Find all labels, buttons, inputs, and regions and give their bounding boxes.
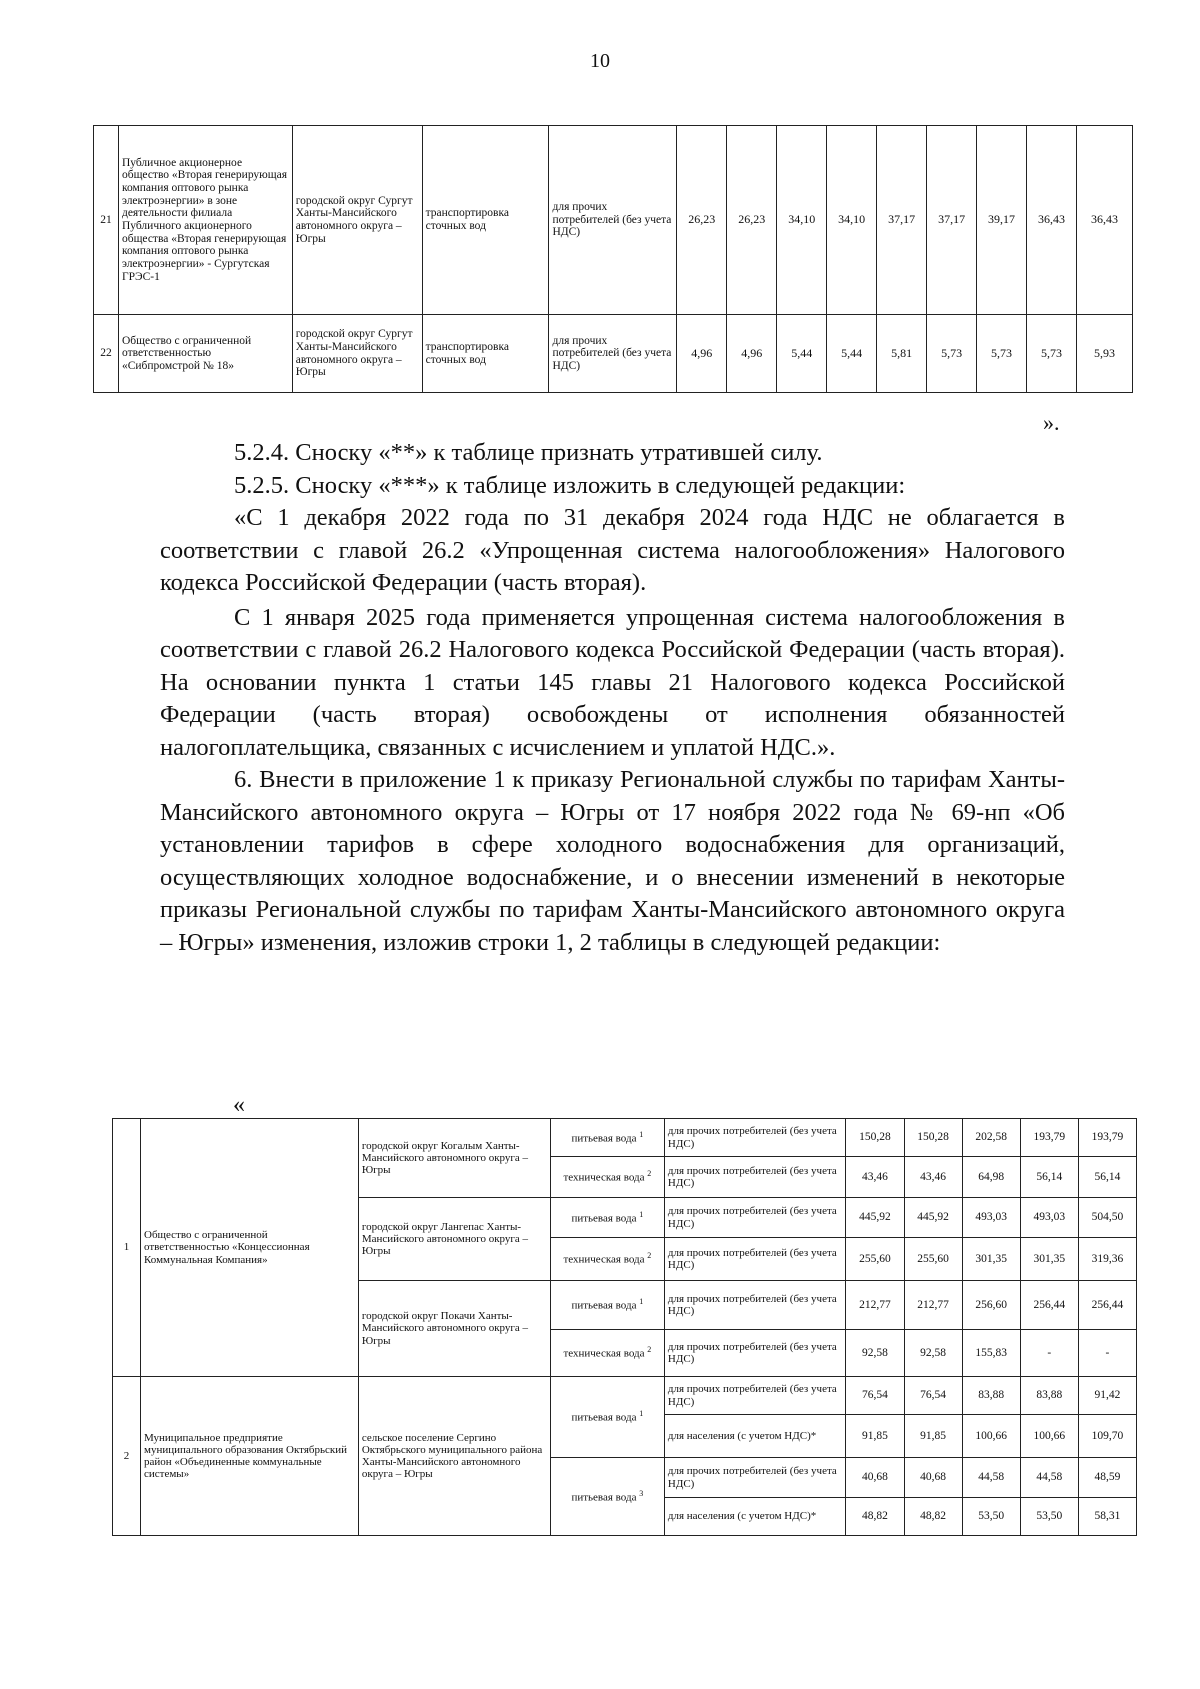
tariff-value: 91,85 <box>846 1415 904 1458</box>
tariff-value: 256,60 <box>962 1281 1020 1330</box>
tariff-value: 26,23 <box>677 126 727 315</box>
tariff-value: 100,66 <box>962 1415 1020 1458</box>
tariff-value: 36,43 <box>1076 126 1132 315</box>
tariff-value: 5,73 <box>1027 315 1077 393</box>
territory: городской округ Когалым Ханты-Мансийского автономного округа – Югры <box>358 1119 550 1198</box>
tariff-value: - <box>1078 1330 1136 1377</box>
tariff-value: 4,96 <box>677 315 727 393</box>
opening-quote: « <box>233 1092 245 1118</box>
table-row <box>113 1377 1137 1415</box>
tariff-value: 26,23 <box>727 126 777 315</box>
service-type: техническая вода $^2$ <box>550 1157 664 1198</box>
service-type: питьевая вода $^1$ <box>550 1119 664 1157</box>
consumer-group: для прочих потребителей (без учета НДС) <box>664 1281 846 1330</box>
tariff-value: 193,79 <box>1020 1119 1078 1157</box>
page-number: 10 <box>590 50 610 72</box>
service-type: транспортировка сточных вод <box>422 126 549 315</box>
tariff-value: 319,36 <box>1078 1238 1136 1281</box>
tariff-value: 44,58 <box>962 1458 1020 1498</box>
tariff-value: 56,14 <box>1020 1157 1078 1198</box>
row-number: 2 <box>113 1377 141 1536</box>
territory: городской округ Лангепас Ханты-Мансийского автономного округа – Югры <box>358 1198 550 1281</box>
water-tariff-table <box>112 1118 1137 1536</box>
tariff-value: 48,82 <box>846 1498 904 1536</box>
tariff-value: 301,35 <box>962 1238 1020 1281</box>
consumer-group: для прочих потребителей (без учета НДС) <box>664 1198 846 1238</box>
tariff-value: 48,59 <box>1078 1458 1136 1498</box>
paragraph: «С 1 декабря 2022 года по 31 декабря 2024 года НДС не облагается в соответствии с главой 26.2 «Упрощенная система налогообложения» Налогового кодекса Российской Федерации (часть вторая). <box>160 504 1065 596</box>
tariff-value: 493,03 <box>962 1198 1020 1238</box>
tariff-value: 255,60 <box>846 1238 904 1281</box>
tariff-value: - <box>1020 1330 1078 1377</box>
tariff-value: 44,58 <box>1020 1458 1078 1498</box>
tariff-value: 256,44 <box>1078 1281 1136 1330</box>
tariff-value: 202,58 <box>962 1119 1020 1157</box>
table-row <box>94 126 1133 315</box>
row-number: 1 <box>113 1119 141 1377</box>
tariff-value: 34,10 <box>777 126 827 315</box>
tariff-value: 37,17 <box>877 126 927 315</box>
tariff-value: 150,28 <box>904 1119 962 1157</box>
service-type: питьевая вода $^1$ <box>550 1281 664 1330</box>
consumer-group: для прочих потребителей (без учета НДС) <box>664 1157 846 1198</box>
tariff-value: 155,83 <box>962 1330 1020 1377</box>
tariff-value: 445,92 <box>846 1198 904 1238</box>
tariff-value: 40,68 <box>846 1458 904 1498</box>
tariff-value: 193,79 <box>1078 1119 1136 1157</box>
tariff-value: 504,50 <box>1078 1198 1136 1238</box>
paragraph: С 1 января 2025 года применяется упрощенная система налогообложения в соответствии с главой 26.2 Налогового кодекса Российской Федерации (часть вторая). На основании пункта 1 статьи 145 главы 21 Налогового кодекса Российской Федерации (часть вторая) освобождены от исполнения обязанностей налогоплательщика, связанных с исчислением и уплатой НДС.». <box>160 603 1065 761</box>
table-row <box>94 315 1133 393</box>
tariff-value: 76,54 <box>846 1377 904 1415</box>
tariff-value: 493,03 <box>1020 1198 1078 1238</box>
tariff-value: 5,44 <box>777 315 827 393</box>
organization-name: Общество с ограниченной ответственностью «Концессионная Коммунальная Компания» <box>141 1119 359 1377</box>
territory: городской округ Сургут Ханты-Мансийского автономного округа – Югры <box>292 315 422 393</box>
tariff-value: 212,77 <box>904 1281 962 1330</box>
tariff-value: 5,93 <box>1076 315 1132 393</box>
row-number: 22 <box>94 315 119 393</box>
tariff-value: 48,82 <box>904 1498 962 1536</box>
tariff-value: 40,68 <box>904 1458 962 1498</box>
tariff-value: 43,46 <box>846 1157 904 1198</box>
tariff-value: 36,43 <box>1027 126 1077 315</box>
service-type: питьевая вода $^3$ <box>550 1458 664 1536</box>
paragraph: 5.2.5. Сноску «***» к таблице изложить в следующей редакции: <box>234 471 906 499</box>
tariff-value: 91,42 <box>1078 1377 1136 1415</box>
tariff-value: 5,44 <box>827 315 877 393</box>
tariff-value: 53,50 <box>962 1498 1020 1536</box>
consumer-group: для прочих потребителей (без учета НДС) <box>549 126 677 315</box>
consumer-group: для прочих потребителей (без учета НДС) <box>549 315 677 393</box>
paragraph: 6. Внести в приложение 1 к приказу Региональной службы по тарифам Ханты-Мансийского автономного округа – Югры от 17 ноября 2022 года № 69-нп «Об установлении тарифов в сфере холодного водоснабжения для организаций, осуществляющих холодное водоснабжение, и о внесении изменений в некоторые приказы Региональной службы по тарифам Ханты-Мансийского автономного округа – Югры» изменения, изложив строки 1, 2 таблицы в следующей редакции: <box>160 766 1065 956</box>
tariff-table-continuation <box>93 125 1133 393</box>
service-type: техническая вода $^2$ <box>550 1238 664 1281</box>
tariff-value: 445,92 <box>904 1198 962 1238</box>
service-type: питьевая вода $^1$ <box>550 1377 664 1458</box>
tariff-value: 5,73 <box>927 315 977 393</box>
tariff-value: 53,50 <box>1020 1498 1078 1536</box>
territory: городской округ Сургут Ханты-Мансийского автономного округа – Югры <box>292 126 422 315</box>
tariff-value: 255,60 <box>904 1238 962 1281</box>
tariff-value: 212,77 <box>846 1281 904 1330</box>
closing-quote: ». <box>1043 410 1060 435</box>
tariff-value: 109,70 <box>1078 1415 1136 1458</box>
tariff-value: 56,14 <box>1078 1157 1136 1198</box>
tariff-value: 92,58 <box>846 1330 904 1377</box>
tariff-value: 256,44 <box>1020 1281 1078 1330</box>
consumer-group: для населения (с учетом НДС)* <box>664 1498 846 1536</box>
tariff-value: 43,46 <box>904 1157 962 1198</box>
consumer-group: для населения (с учетом НДС)* <box>664 1415 846 1458</box>
service-type: техническая вода $^2$ <box>550 1330 664 1377</box>
consumer-group: для прочих потребителей (без учета НДС) <box>664 1458 846 1498</box>
consumer-group: для прочих потребителей (без учета НДС) <box>664 1238 846 1281</box>
body-text <box>160 437 1065 959</box>
consumer-group: для прочих потребителей (без учета НДС) <box>664 1377 846 1415</box>
tariff-value: 64,98 <box>962 1157 1020 1198</box>
tariff-value: 83,88 <box>1020 1377 1078 1415</box>
organization-name: Муниципальное предприятие муниципального образования Октябрьский район «Объединенные коммунальные системы» <box>141 1377 359 1536</box>
tariff-value: 91,85 <box>904 1415 962 1458</box>
service-type: транспортировка сточных вод <box>422 315 549 393</box>
territory: городской округ Покачи Ханты-Мансийского автономного округа – Югры <box>358 1281 550 1377</box>
tariff-value: 4,96 <box>727 315 777 393</box>
tariff-value: 100,66 <box>1020 1415 1078 1458</box>
service-type: питьевая вода $^1$ <box>550 1198 664 1238</box>
table-row <box>113 1119 1137 1157</box>
consumer-group: для прочих потребителей (без учета НДС) <box>664 1119 846 1157</box>
tariff-value: 92,58 <box>904 1330 962 1377</box>
consumer-group: для прочих потребителей (без учета НДС) <box>664 1330 846 1377</box>
tariff-value: 150,28 <box>846 1119 904 1157</box>
tariff-value: 34,10 <box>827 126 877 315</box>
tariff-value: 37,17 <box>927 126 977 315</box>
tariff-value: 83,88 <box>962 1377 1020 1415</box>
organization-name: Публичное акционерное общество «Вторая генерирующая компания оптового рынка электроэнергии» в зоне деятельности филиала Публичного акционерного общества «Вторая генерирующая компания оптового рынка электроэнергии» - Сургутская ГРЭС-1 <box>118 126 292 315</box>
tariff-value: 5,81 <box>877 315 927 393</box>
tariff-value: 58,31 <box>1078 1498 1136 1536</box>
tariff-value: 301,35 <box>1020 1238 1078 1281</box>
tariff-value: 5,73 <box>977 315 1027 393</box>
territory: сельское поселение Сергино Октябрьского муниципального района Ханты-Мансийского автономного округа – Югры <box>358 1377 550 1536</box>
tariff-value: 76,54 <box>904 1377 962 1415</box>
organization-name: Общество с ограниченной ответственностью «Сибпромстрой № 18» <box>118 315 292 393</box>
row-number: 21 <box>94 126 119 315</box>
paragraph: 5.2.4. Сноску «**» к таблице признать утратившей силу. <box>234 439 823 466</box>
tariff-value: 39,17 <box>977 126 1027 315</box>
